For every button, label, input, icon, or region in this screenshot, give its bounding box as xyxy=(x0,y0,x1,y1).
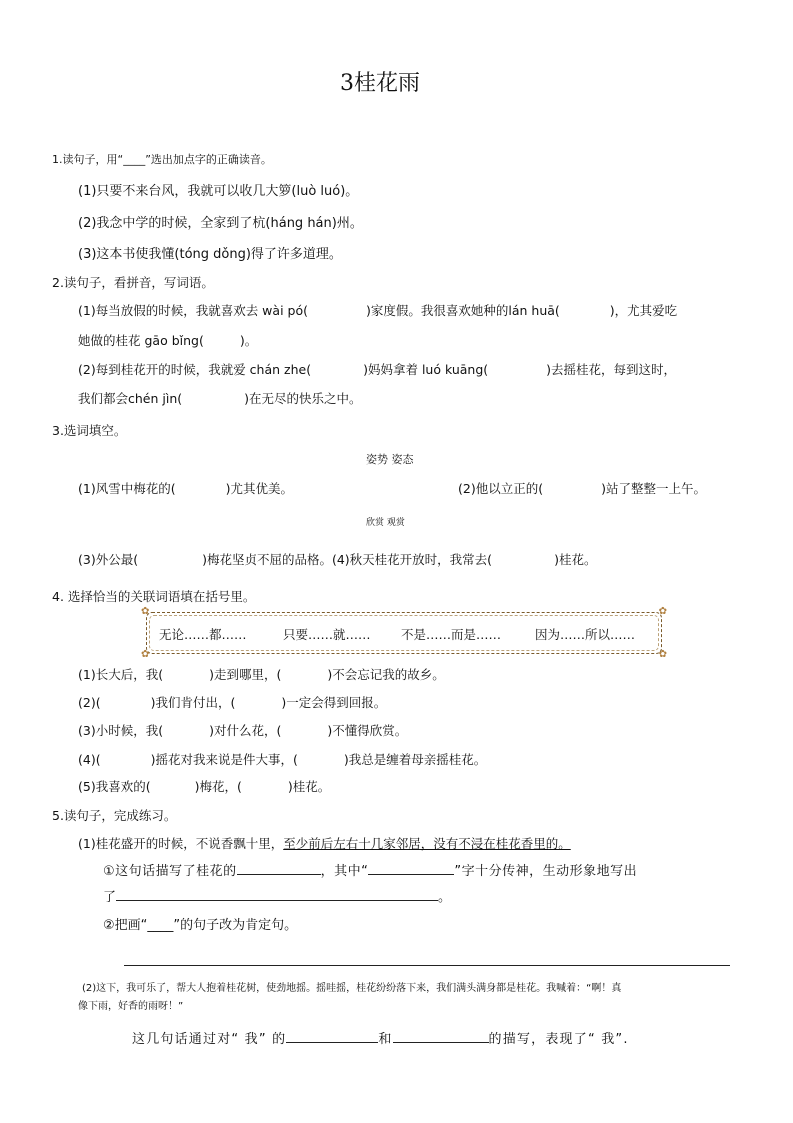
q4-text: )摇花对我来说是件大事，( xyxy=(150,752,298,767)
q2-text: )在无尽的快乐之中。 xyxy=(244,391,362,406)
flower-icon: ✿ xyxy=(658,606,667,617)
q2-text: )去摇桂花，每到这时， xyxy=(546,362,677,377)
q4-item-4 xyxy=(78,750,486,768)
q2-text: )家度假。我很喜欢她种的lán huā( xyxy=(365,303,560,318)
page-title: 3桂花雨 xyxy=(340,71,420,96)
q3-stem: 3.选词填空。 xyxy=(52,423,127,438)
answer-blank[interactable] xyxy=(116,886,438,901)
q5-passage-2-line-2: 像下雨，好香的雨呀！” xyxy=(78,1001,184,1012)
q5-text: ”字十分传神，生动形象地写出 xyxy=(454,864,638,879)
q1-item-1: (1)只要不来台风，我就可以收几大箩(luò luó)。 xyxy=(78,184,359,199)
q2-text: )妈妈拿着 luó kuāng( xyxy=(363,362,489,377)
q4-text: )不会忘记我的故乡。 xyxy=(327,667,445,682)
q3-text: )站了整整一上午。 xyxy=(601,481,706,496)
q5-passage-2-line-1: (2)这下，我可乐了，帮大人抱着桂花树，使劲地摇。摇哇摇，桂花纷纷落下来，我们满头满身都是桂花。我喊着：“啊！真 xyxy=(82,983,622,994)
q5-text: 的描写，表现了“ 我”. xyxy=(488,1032,629,1047)
flower-icon: ✿ xyxy=(141,606,150,617)
q4-stem: 4. 选择恰当的关联词语填在括号里。 xyxy=(52,589,256,604)
word-pair-1: 姿势 姿态 xyxy=(366,453,414,466)
q5-text: ①这句话描写了桂花的 xyxy=(103,864,237,879)
q5-question-1-cont xyxy=(103,886,451,905)
word-bank-item: 只要……就…… xyxy=(283,627,371,642)
q2-line-1 xyxy=(78,301,677,319)
q3-text: (2)他以立正的( xyxy=(458,481,544,496)
q4-text: (2)( xyxy=(78,695,101,710)
q3-text: (3)外公最( xyxy=(78,552,139,567)
answer-blank[interactable] xyxy=(368,860,454,875)
q4-text: )走到哪里，( xyxy=(209,667,282,682)
q1-item-3: (3)这本书使我懂(tóng dǒng)得了许多道理。 xyxy=(78,247,342,262)
q4-text: )梅花，( xyxy=(194,779,242,794)
answer-blank[interactable] xyxy=(237,860,321,875)
q2-line-2 xyxy=(78,331,257,349)
word-bank-item: 无论……都…… xyxy=(159,627,247,642)
q2-text: 我们都会chén jìn( xyxy=(78,391,183,406)
q3-sentence-1 xyxy=(78,479,293,497)
answer-blank[interactable] xyxy=(393,1028,489,1043)
q4-text: (5)我喜欢的( xyxy=(78,779,151,794)
q4-text: )对什么花，( xyxy=(209,723,282,738)
word-bank-item: 因为……所以…… xyxy=(535,627,636,642)
q4-text: )我总是缠着母亲摇桂花。 xyxy=(343,752,487,767)
q5-text: 和 xyxy=(378,1032,393,1047)
q5-text: (1)桂花盛开的时候，不说香飘十里， xyxy=(78,836,284,851)
flower-icon: ✿ xyxy=(141,649,150,660)
q5-passage-1 xyxy=(78,834,571,852)
q5-text: 了 xyxy=(103,890,117,905)
q3-sentence-2 xyxy=(458,479,706,497)
q2-text: 她做的桂花 gāo bǐng( xyxy=(78,333,204,348)
q4-text: )桂花。 xyxy=(287,779,331,794)
q3-text: )桂花。 xyxy=(554,552,597,567)
q2-text: (1)每当放假的时候，我就喜欢去 wài pó( xyxy=(78,303,308,318)
q3-text: )尤其优美。 xyxy=(225,481,293,496)
q4-text: )我们肯付出，( xyxy=(150,695,236,710)
word-bank-item: 不是……而是…… xyxy=(401,627,502,642)
q2-line-4 xyxy=(78,389,362,407)
q5-question-1 xyxy=(103,860,637,879)
word-bank-box xyxy=(141,606,667,660)
q3-text: (1)风雪中梅花的( xyxy=(78,481,176,496)
q4-text: (3)小时候，我( xyxy=(78,723,164,738)
q2-text: )。 xyxy=(239,333,258,348)
q3-text: )梅花坚贞不屈的品格。(4)秋天桂花开放时，我常去( xyxy=(202,552,493,567)
word-pair-2: 欣赏 观赏 xyxy=(366,518,405,528)
q4-item-1 xyxy=(78,665,445,683)
q5-stem: 5.读句子，完成练习。 xyxy=(52,808,177,823)
q1-stem: 1.读句子，用“____”选出加点字的正确读音。 xyxy=(52,153,272,166)
q5-question-3 xyxy=(132,1028,629,1047)
q3-sentence-3 xyxy=(78,550,596,568)
q4-item-5 xyxy=(78,777,330,795)
q5-question-2: ②把画“____”的句子改为肯定句。 xyxy=(103,918,298,933)
q4-item-2 xyxy=(78,693,386,711)
flower-icon: ✿ xyxy=(658,649,667,660)
q4-item-3 xyxy=(78,721,407,739)
q2-text: )，尤其爱吃 xyxy=(609,303,678,318)
q4-text: (4)( xyxy=(78,752,101,767)
answer-line[interactable] xyxy=(124,965,730,966)
q4-text: )不懂得欣赏。 xyxy=(327,723,408,738)
q2-line-3 xyxy=(78,360,676,378)
q2-stem: 2.读句子，看拼音，写词语。 xyxy=(52,275,214,290)
q1-item-2: (2)我念中学的时候，全家到了杭(háng hán)州。 xyxy=(78,216,363,231)
q5-text: ，其中“ xyxy=(320,864,369,879)
q4-text: )一定会得到回报。 xyxy=(281,695,387,710)
underlined-sentence: 至少前后左右十几家邻居，没有不浸在桂花香里的。 xyxy=(283,836,571,851)
answer-blank[interactable] xyxy=(286,1028,378,1043)
q5-text: 。 xyxy=(438,890,452,905)
q5-text: 这几句话通过对“ 我” 的 xyxy=(132,1032,287,1047)
q2-text: (2)每到桂花开的时候，我就爱 chán zhe( xyxy=(78,362,312,377)
q4-text: (1)长大后，我( xyxy=(78,667,164,682)
